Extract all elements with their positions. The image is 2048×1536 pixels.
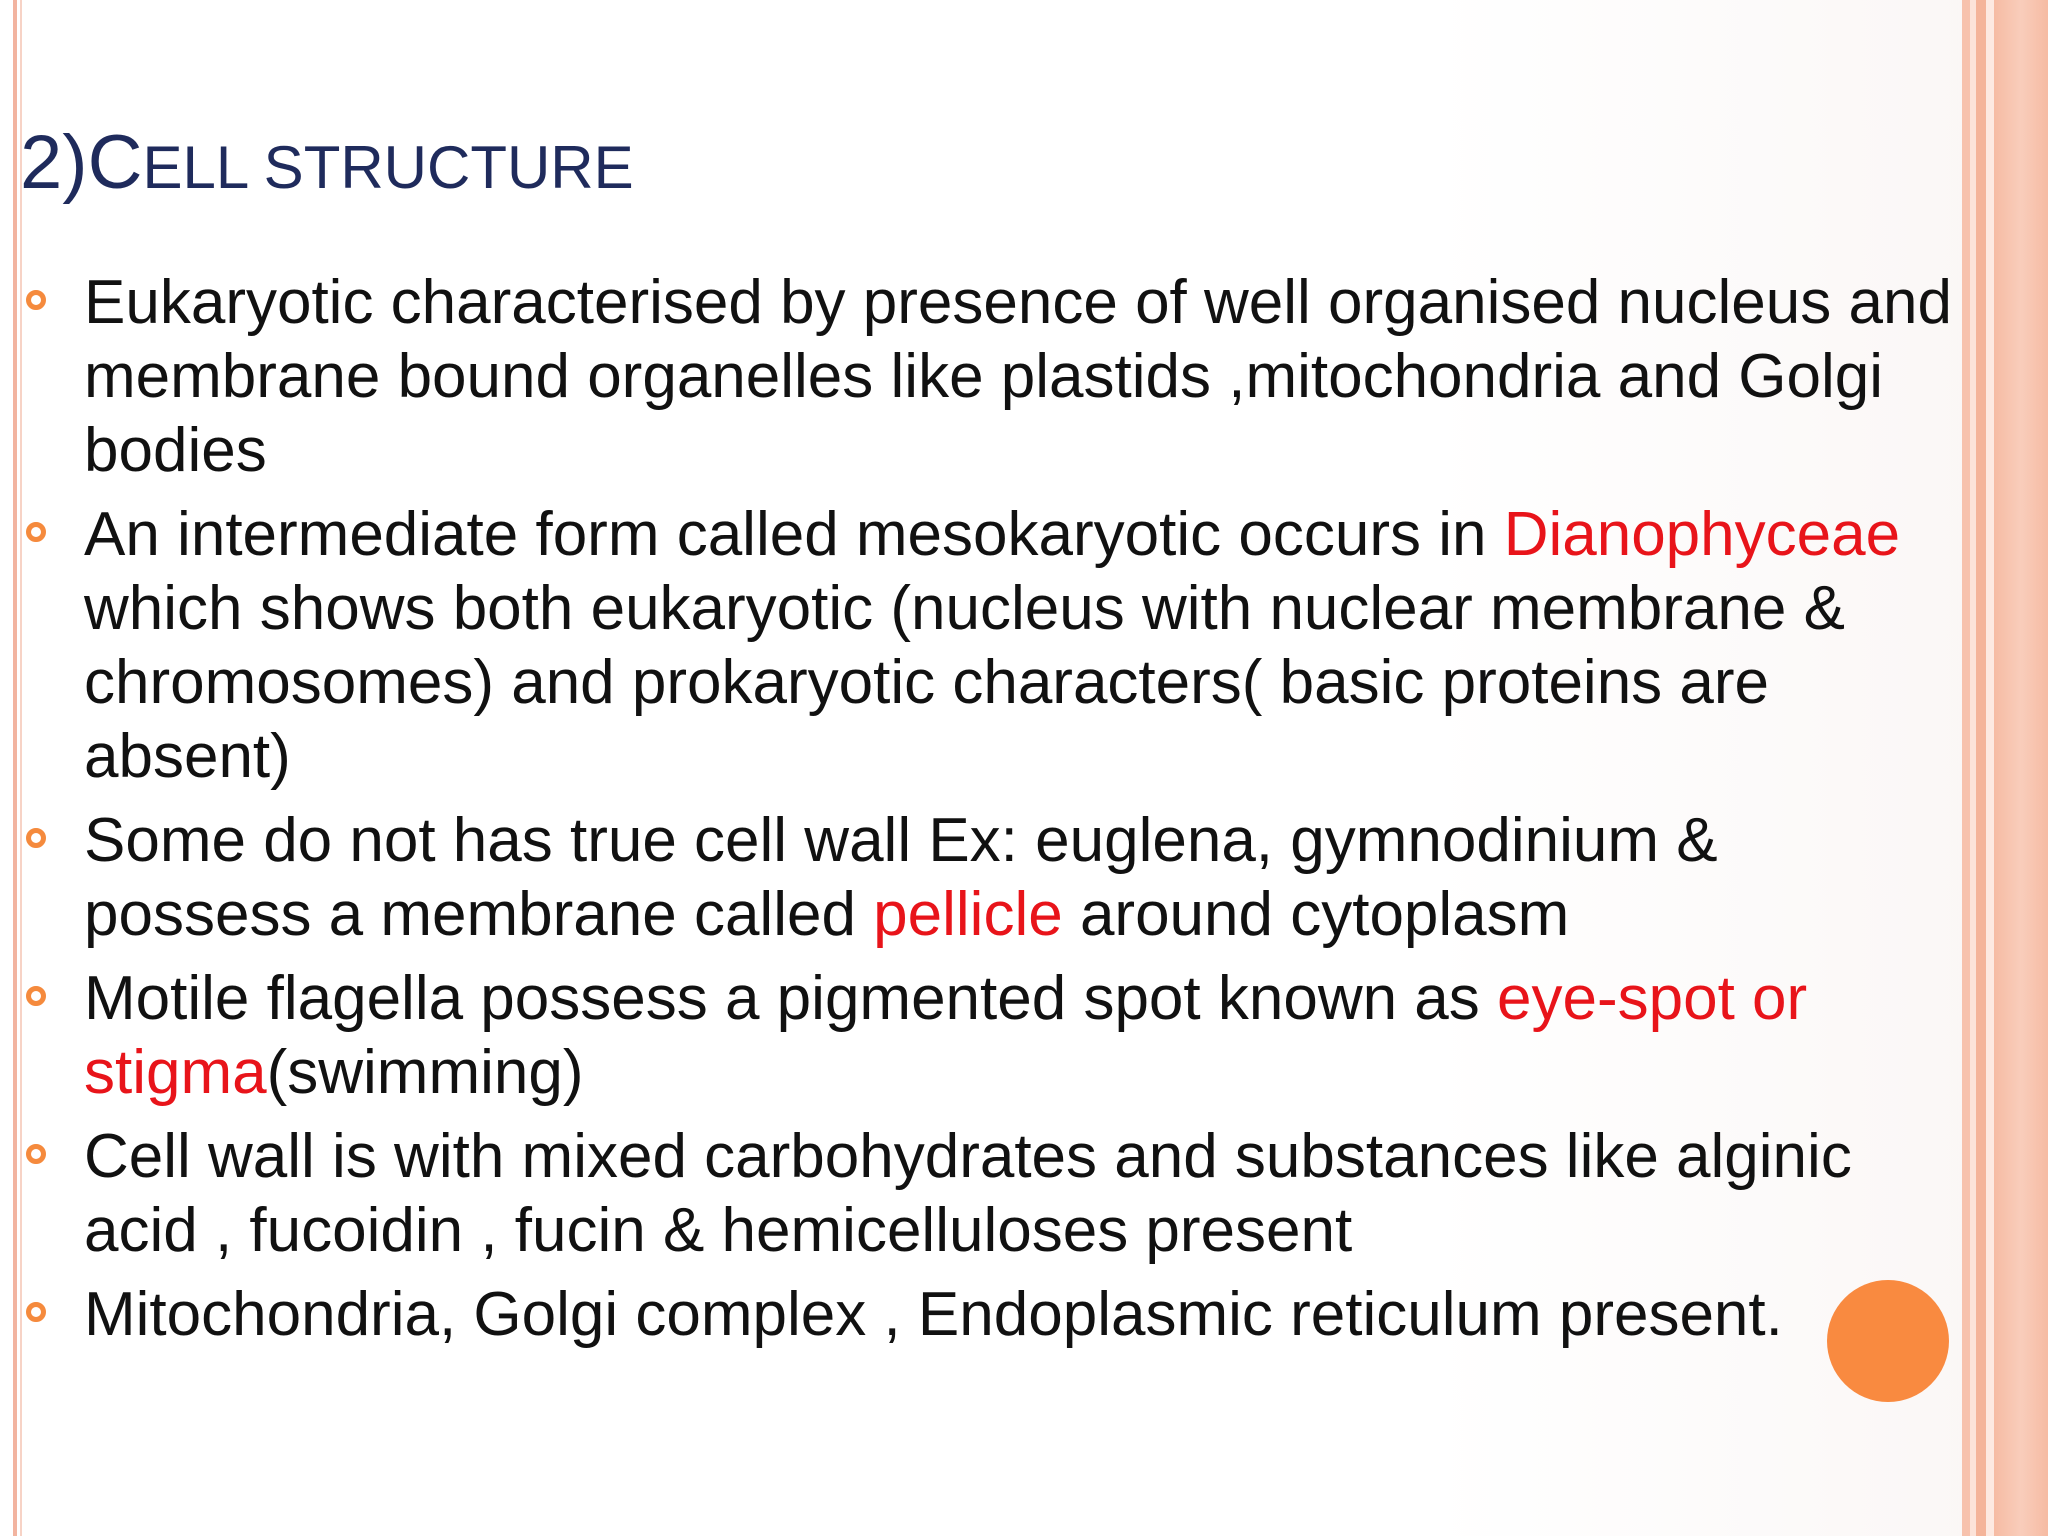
- bullet-highlight: Dianophyceae: [1503, 500, 1901, 569]
- decorative-orange-circle: [1827, 1280, 1949, 1402]
- bullet-item: [22, 266, 1952, 488]
- bullet-text: which shows both eukaryotic (nucleus with nuclear membrane & chromosomes) and prokaryotic characters( basic proteins are absent): [84, 500, 1935, 791]
- bullet-list: [22, 266, 1952, 1362]
- bullet-item: [22, 1120, 1952, 1268]
- right-decor-bar: [1962, 0, 1970, 1536]
- bullet-text: Mitochondria, Golgi complex , Endoplasmic reticulum present.: [84, 1280, 1783, 1349]
- bullet-text: An intermediate form called mesokaryotic occurs in: [84, 500, 1504, 569]
- bullet-circle-icon: [26, 1144, 46, 1164]
- bullet-highlight: eye-spot or stigma: [84, 964, 1808, 1107]
- slide-title-rest: ELL STRUCTURE: [142, 134, 634, 201]
- bullet-item: [22, 498, 1952, 794]
- slide-title-prefix: 2)C: [20, 120, 143, 205]
- bullet-circle-icon: [26, 290, 46, 310]
- bullet-highlight: pellicle: [873, 880, 1063, 949]
- right-decor-bar: [1976, 0, 1986, 1536]
- bullet-text: Some do not has true cell wall Ex: euglena, gymnodinium & possess a membrane called: [84, 806, 1718, 949]
- bullet-item: [22, 1278, 1952, 1352]
- bullet-text: Motile flagella possess a pigmented spot known as: [84, 964, 1498, 1033]
- slide-title: [20, 118, 634, 213]
- bullet-circle-icon: [26, 522, 46, 542]
- bullet-text: Cell wall is with mixed carbohydrates and substances like alginic acid , fucoidin , fucin & hemicelluloses present: [84, 1122, 1852, 1265]
- bullet-text: (swimming): [266, 1038, 584, 1107]
- bullet-item: [22, 804, 1952, 952]
- bullet-circle-icon: [26, 986, 46, 1006]
- bullet-item: [22, 962, 1952, 1110]
- left-accent-line: [13, 0, 17, 1536]
- right-decor-bar: [1994, 0, 2048, 1536]
- bullet-circle-icon: [26, 828, 46, 848]
- bullet-text: Eukaryotic characterised by presence of well organised nucleus and membrane bound organelles like plastids ,mitochondria and Golgi bodies: [84, 268, 1952, 485]
- bullet-text: around cytoplasm: [1062, 880, 1570, 949]
- bullet-circle-icon: [26, 1302, 46, 1322]
- right-decor-bar: [1986, 0, 1994, 1536]
